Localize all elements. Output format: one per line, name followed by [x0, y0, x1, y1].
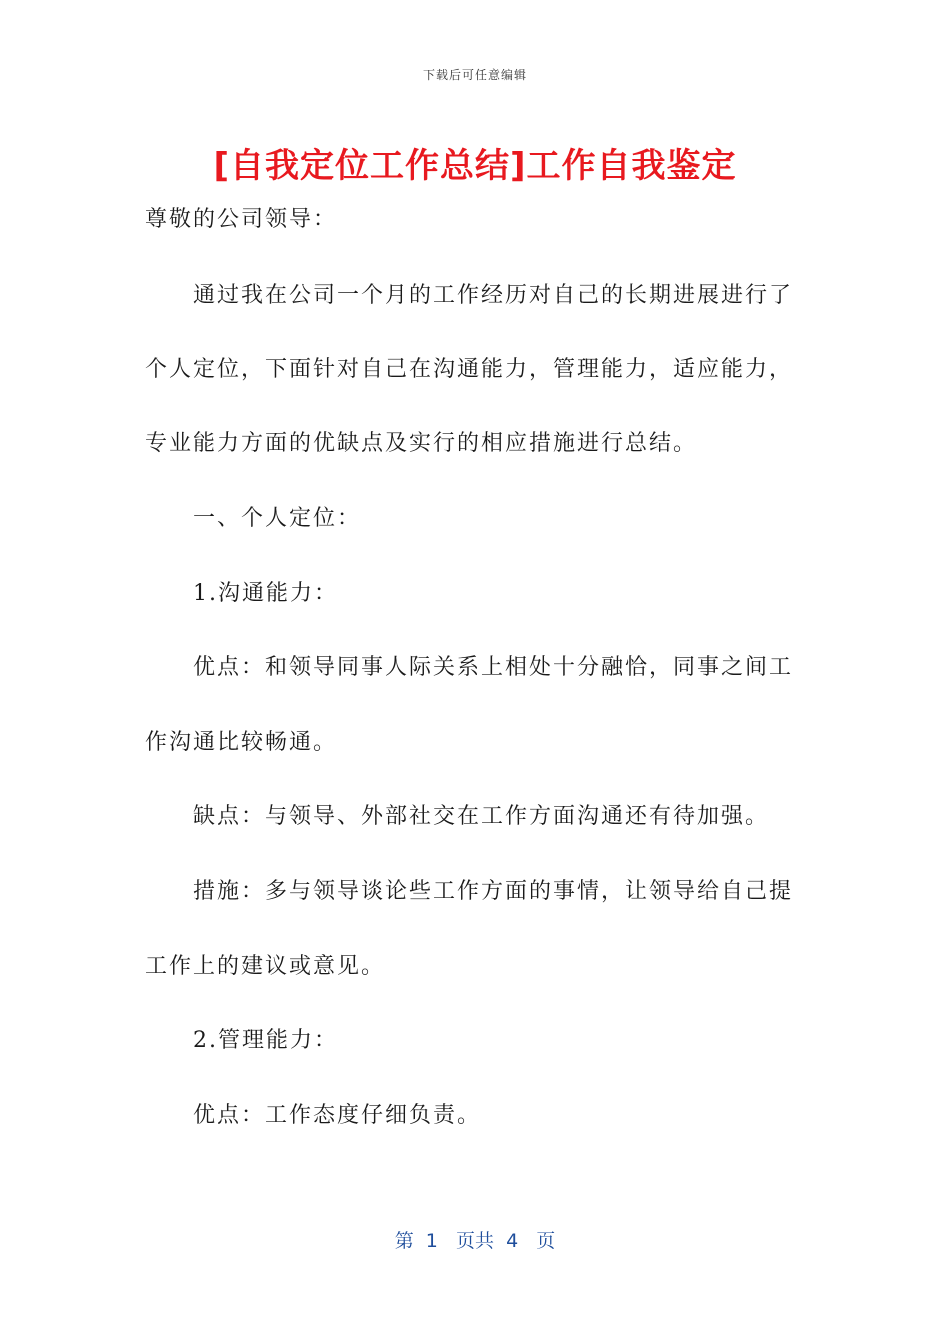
paragraph-line: 优点：和领导同事人际关系上相处十分融恰，同事之间工: [193, 655, 794, 680]
document-title: [自我定位工作总结]工作自我鉴定: [213, 146, 737, 186]
paragraph-line: 措施：多与领导谈论些工作方面的事情，让领导给自己提: [193, 879, 794, 904]
paragraph-line: 优点：工作态度仔细负责。: [193, 1103, 482, 1128]
paragraph-line: 作沟通比较畅通。: [145, 730, 338, 755]
paragraph-line: 缺点：与领导、外部社交在工作方面沟通还有待加强。: [193, 804, 770, 829]
header-note: 下载后可任意编辑: [422, 68, 527, 82]
paragraph-line: 专业能力方面的优缺点及实行的相应措施进行总结。: [145, 431, 698, 456]
subsection-heading: 1.沟通能力：: [193, 581, 338, 606]
section-heading: 一、个人定位：: [193, 506, 362, 531]
paragraph-line: 工作上的建议或意见。: [145, 954, 386, 979]
paragraph-line: 个人定位，下面针对自己在沟通能力，管理能力，适应能力，: [145, 357, 794, 382]
page-number-footer: 第 1 页共 4 页: [394, 1230, 556, 1252]
subsection-heading: 2.管理能力：: [193, 1028, 338, 1053]
paragraph-line: 通过我在公司一个月的工作经历对自己的长期进展进行了: [193, 283, 794, 308]
salutation: 尊敬的公司领导：: [145, 207, 338, 232]
